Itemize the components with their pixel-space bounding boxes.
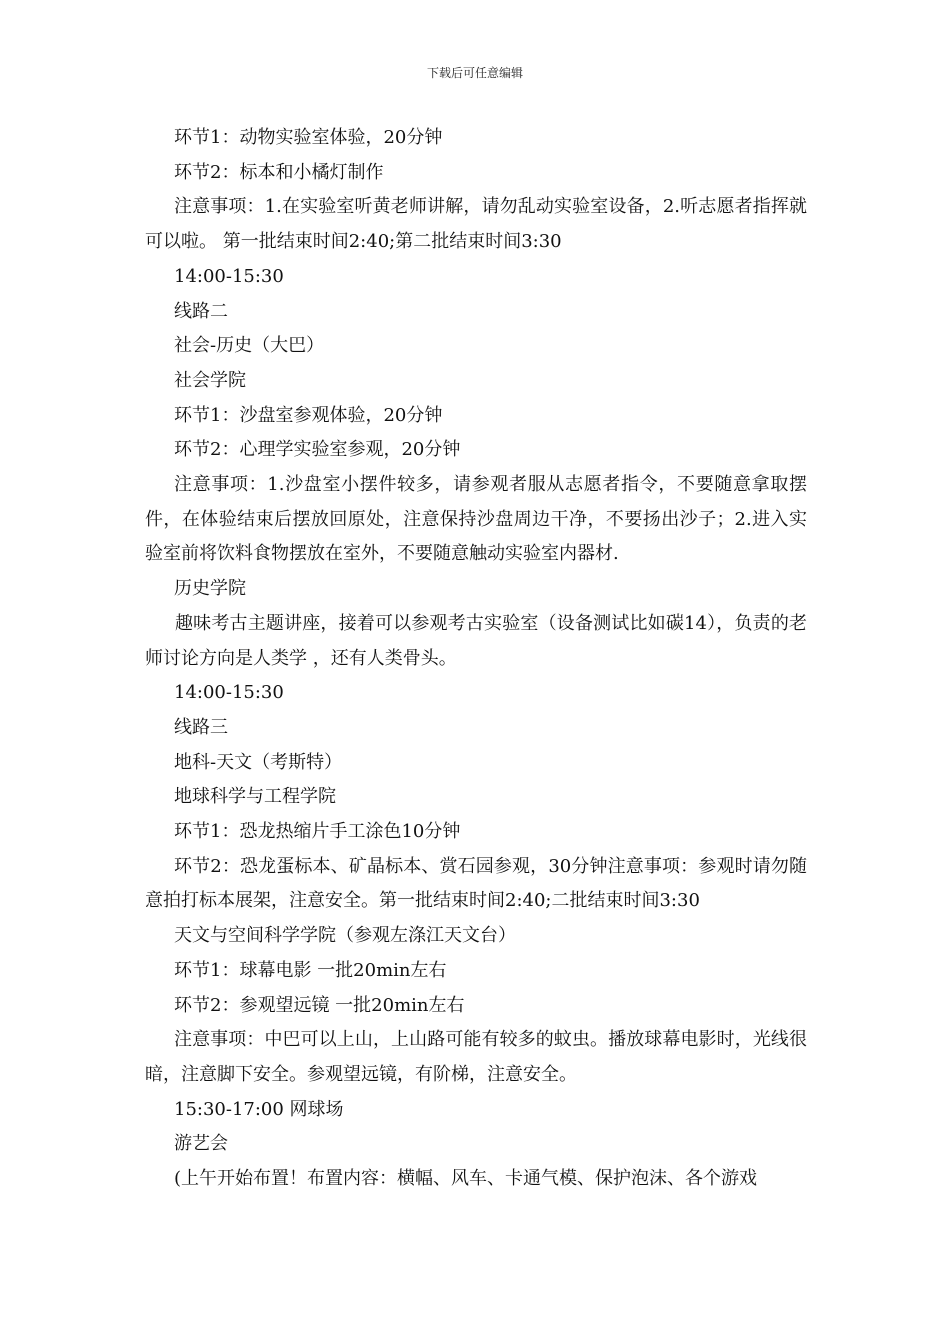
paragraph-earth-step-2: 环节2：恐龙蛋标本、矿晶标本、赏石园参观，30分钟注意事项：参观时请勿随意拍打标本展架，注意安全。第一批结束时间2:40;二批结束时间3:30 [145, 855, 807, 912]
page-header-note: 下载后可任意编辑 [426, 66, 523, 80]
paragraph-route-2-subtitle: 社会-历史（大巴） [174, 335, 325, 357]
paragraph-route-2-title: 线路二 [174, 300, 228, 322]
paragraph-social-school: 社会学院 [174, 369, 246, 391]
paragraph-step-1-animal-lab: 环节1：动物实验室体验，20分钟 [174, 127, 443, 148]
paragraph-fair-title: 游艺会 [174, 1133, 228, 1155]
document-body [145, 121, 807, 1197]
paragraph-social-step-1: 环节1：沙盘室参观体验，20分钟 [174, 404, 443, 426]
paragraph-fair-setup: (上午开始布置！布置内容：横幅、风车、卡通气模、保护泡沫、各个游戏 [174, 1168, 758, 1190]
paragraph-time-fair: 15:30-17:00 网球场 [174, 1098, 344, 1120]
paragraph-time-route-3: 14:00-15:30 [174, 682, 284, 704]
paragraph-step-2-specimen: 环节2：标本和小橘灯制作 [174, 161, 384, 183]
paragraph-history-school: 历史学院 [174, 578, 246, 600]
paragraph-route-3-subtitle: 地科-天文（考斯特） [174, 751, 343, 773]
paragraph-notes-route-3: 注意事项：中巴可以上山，上山路可能有较多的蚊虫。播放球幕电影时，光线很暗，注意脚下安全。参观望远镜，有阶梯，注意安全。 [145, 1029, 807, 1085]
paragraph-earth-school: 地球科学与工程学院 [174, 786, 336, 808]
paragraph-time-route-2: 14:00-15:30 [174, 265, 284, 287]
paragraph-history-lecture: 趣味考古主题讲座，接着可以参观考古实验室（设备测试比如碳14），负责的老师讨论方向是人类学 ，还有人类骨头。 [145, 612, 807, 669]
paragraph-astronomy-step-2: 环节2：参观望远镜 一批20min左右 [174, 994, 465, 1016]
paragraph-notes-route-1: 注意事项：1.在实验室听黄老师讲解，请勿乱动实验室设备，2.听志愿者指挥就可以啦。 第一批结束时间2:40;第二批结束时间3:30 [145, 196, 807, 253]
paragraph-social-step-2: 环节2：心理学实验室参观，20分钟 [174, 439, 461, 461]
paragraph-astronomy-step-1: 环节1：球幕电影 一批20min左右 [174, 959, 447, 981]
paragraph-route-3-title: 线路三 [174, 716, 228, 738]
paragraph-earth-step-1: 环节1：恐龙热缩片手工涂色10分钟 [174, 821, 461, 843]
paragraph-astronomy-school: 天文与空间科学学院（参观左涤江天文台） [174, 925, 516, 947]
paragraph-notes-route-2: 注意事项：1.沙盘室小摆件较多，请参观者服从志愿者指令，不要随意拿取摆件，在体验结束后摆放回原处，注意保持沙盘周边干净，不要扬出沙子；2.进入实验室前将饮料食物摆放在室外，不要随意触动实验室内器材. [145, 474, 807, 565]
